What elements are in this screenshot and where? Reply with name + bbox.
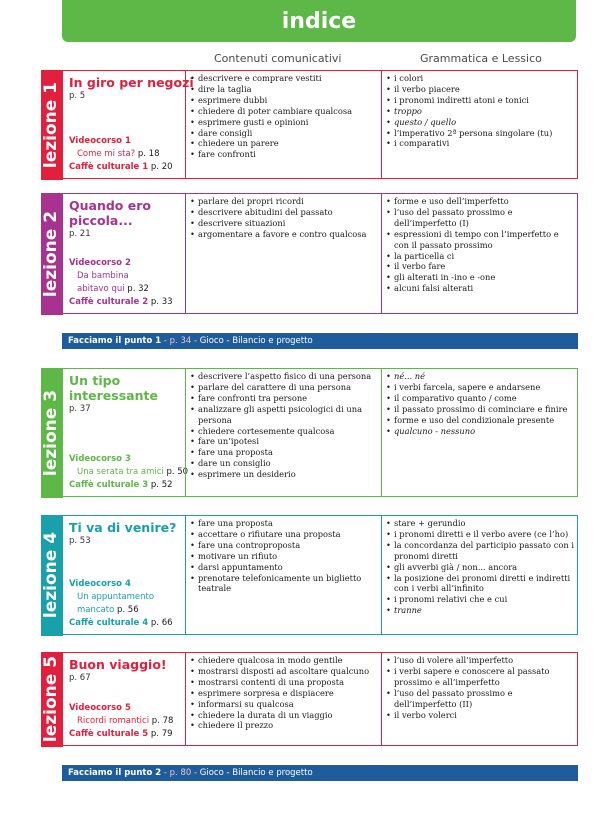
lesson-page: p. 5	[69, 91, 86, 101]
list-item: • l’uso del passato prossimo e dell’imperfetto (II)	[386, 688, 574, 710]
index-header	[62, 0, 576, 42]
list-item: • esprimere un desiderio	[190, 469, 378, 480]
list-item: • il passato prossimo di cominciare e finire	[386, 404, 574, 415]
list-item: • forme e uso dell’imperfetto	[386, 196, 574, 207]
gram-column	[381, 194, 577, 313]
lesson-page: p. 67	[69, 673, 91, 683]
list-item: • descrivere abitudini del passato	[190, 207, 378, 218]
list-item: • esprimere dubbi	[190, 95, 378, 106]
list-item: • descrivere e comprare vestiti	[190, 73, 378, 84]
videocorso-link[interactable]: Un appuntamento mancato p. 56	[77, 592, 155, 615]
lesson-title[interactable]: Ti va di venire?	[69, 520, 177, 535]
list-item: • parlare dei propri ricordi	[190, 196, 378, 207]
videocorso-label: Videocorso 3	[69, 454, 131, 464]
list-item: • gli alterati in -ino e -one	[386, 272, 574, 283]
list-item: • dire la taglia	[190, 84, 378, 95]
list-item: • il comparativo quanto / come	[386, 393, 574, 404]
column-header-gram: Grammatica e Lessico	[420, 52, 542, 65]
comm-column	[185, 71, 381, 178]
list-item: • chiedere il prezzo	[190, 720, 378, 731]
page-title: indice	[281, 8, 357, 34]
lesson-tab: lezione 3	[41, 368, 63, 498]
list-item: • stare + gerundio	[386, 518, 574, 529]
list-item: • gli avverbi già / non... ancora	[386, 562, 574, 573]
lesson-title[interactable]: Quando ero piccola...	[69, 198, 151, 228]
gram-column	[381, 71, 577, 178]
list-item: • questo / quello	[386, 117, 574, 128]
comm-column	[185, 516, 381, 634]
list-item: • esprimere gusti e opinioni	[190, 117, 378, 128]
comm-column	[185, 369, 381, 496]
list-item: • la particella ci	[386, 251, 574, 262]
lesson-5[interactable]	[41, 652, 578, 746]
lesson-tab: lezione 2	[41, 193, 63, 315]
list-item: • l’uso di volere all’imperfetto	[386, 655, 574, 666]
list-item: • informarsi su qualcosa	[190, 699, 378, 710]
list-item: • il verbo fare	[386, 261, 574, 272]
list-item: • i colori	[386, 73, 574, 84]
list-item: • chiedere di poter cambiare qualcosa	[190, 106, 378, 117]
gram-column	[381, 369, 577, 496]
list-item: • descrivere situazioni	[190, 218, 378, 229]
list-item: • mostrarsi disposti ad ascoltare qualcuno	[190, 666, 378, 677]
list-item: • la concordanza del participio passato con i pronomi diretti	[386, 540, 574, 562]
comm-column	[185, 653, 381, 745]
caffe-culturale-link[interactable]: Caffè culturale 3 p. 52	[69, 480, 173, 490]
list-item: • argomentare a favore e contro qualcosa	[190, 229, 378, 240]
lesson-page: p. 53	[69, 536, 91, 546]
lesson-3[interactable]	[41, 368, 578, 497]
list-item: • espressioni di tempo con l’imperfetto e con il passato prossimo	[386, 229, 574, 251]
comm-column	[185, 194, 381, 313]
list-item: • darsi appuntamento	[190, 562, 378, 573]
list-item: • fare una proposta	[190, 518, 378, 529]
videocorso-link[interactable]: Ricordi romantici p. 78	[77, 716, 174, 726]
list-item: • i pronomi indiretti atoni e tonici	[386, 95, 574, 106]
list-item: • forme e uso del condizionale presente	[386, 415, 574, 426]
gram-column	[381, 653, 577, 745]
list-item: • l’imperativo 2ª persona singolare (tu)	[386, 128, 574, 139]
lesson-tab: lezione 5	[41, 652, 63, 747]
videocorso-link[interactable]: Una serata tra amici p. 50	[77, 467, 189, 477]
videocorso-label: Videocorso 4	[69, 579, 131, 589]
caffe-culturale-link[interactable]: Caffè culturale 5 p. 79	[69, 729, 173, 739]
list-item: • chiedere un parere	[190, 138, 378, 149]
caffe-culturale-link[interactable]: Caffè culturale 2 p. 33	[69, 297, 173, 307]
list-item: • fare un’ipotesi	[190, 436, 378, 447]
videocorso-label: Videocorso 2	[69, 258, 131, 268]
lesson-page: p. 21	[69, 229, 91, 239]
list-item: • alcuni falsi alterati	[386, 283, 574, 294]
list-item: • accettare o rifiutare una proposta	[190, 529, 378, 540]
gram-column	[381, 516, 577, 634]
list-item: • chiedere cortesemente qualcosa	[190, 426, 378, 437]
list-item: • chiedere qualcosa in modo gentile	[190, 655, 378, 666]
lesson-1[interactable]	[41, 70, 578, 179]
lesson-tab: lezione 1	[41, 70, 63, 180]
list-item: • fare una controproposta	[190, 540, 378, 551]
list-item: • dare un consiglio	[190, 458, 378, 469]
list-item: • i pronomi diretti e il verbo avere (ce l’ho)	[386, 529, 574, 540]
list-item: • né... né	[386, 371, 574, 382]
videocorso-label: Videocorso 5	[69, 703, 131, 713]
lesson-page: p. 37	[69, 404, 91, 414]
lesson-2[interactable]	[41, 193, 578, 314]
list-item: • analizzare gli aspetti psicologici di una persona	[190, 404, 378, 426]
list-item: • dare consigli	[190, 128, 378, 139]
list-item: • i pronomi relativi che e cui	[386, 594, 574, 605]
list-item: • descrivere l’aspetto fisico di una persona	[190, 371, 378, 382]
summary-bar-1[interactable]: Facciamo il punto 1 - p. 34 - Gioco - Bilancio e progetto	[62, 333, 578, 349]
list-item: • i comparativi	[386, 138, 574, 149]
column-header-comm: Contenuti comunicativi	[214, 52, 342, 65]
caffe-culturale-link[interactable]: Caffè culturale 4 p. 66	[69, 618, 173, 628]
caffe-culturale-link[interactable]: Caffè culturale 1 p. 20	[69, 162, 173, 172]
list-item: • chiedere la durata di un viaggio	[190, 710, 378, 721]
videocorso-label: Videocorso 1	[69, 136, 131, 146]
list-item: • i verbi sapere e conoscere al passato prossimo e all’imperfetto	[386, 666, 574, 688]
list-item: • fare una proposta	[190, 447, 378, 458]
list-item: • motivare un rifiuto	[190, 551, 378, 562]
list-item: • fare confronti	[190, 149, 378, 160]
list-item: • mostrarsi contenti di una proposta	[190, 677, 378, 688]
list-item: • qualcuno - nessuno	[386, 426, 574, 437]
list-item: • fare confronti tra persone	[190, 393, 378, 404]
list-item: • la posizione dei pronomi diretti e indiretti con i verbi all’infinito	[386, 573, 574, 595]
list-item: • il verbo piacere	[386, 84, 574, 95]
list-item: • i verbi farcela, sapere e andarsene	[386, 382, 574, 393]
lesson-title[interactable]: In giro per negozi	[69, 75, 194, 90]
lesson-title[interactable]: Buon viaggio!	[69, 657, 167, 672]
lesson-4[interactable]	[41, 515, 578, 635]
list-item: • il verbo volerci	[386, 710, 574, 721]
list-item: • esprimere sorpresa e dispiacere	[190, 688, 378, 699]
list-item: • parlare del carattere di una persona	[190, 382, 378, 393]
summary-bar-2[interactable]: Facciamo il punto 2 - p. 80 - Gioco - Bilancio e progetto	[62, 765, 578, 781]
list-item: • l’uso del passato prossimo e dell’imperfetto (I)	[386, 207, 574, 229]
videocorso-link[interactable]: Da bambina abitavo qui p. 32	[77, 271, 149, 294]
videocorso-link[interactable]: Come mi sta? p. 18	[77, 149, 160, 159]
lesson-tab: lezione 4	[41, 515, 63, 636]
lesson-title[interactable]: Un tipo interessante	[69, 373, 158, 403]
list-item: • prenotare telefonicamente un biglietto teatrale	[190, 573, 378, 595]
list-item: • tranne	[386, 605, 574, 616]
list-item: • troppo	[386, 106, 574, 117]
